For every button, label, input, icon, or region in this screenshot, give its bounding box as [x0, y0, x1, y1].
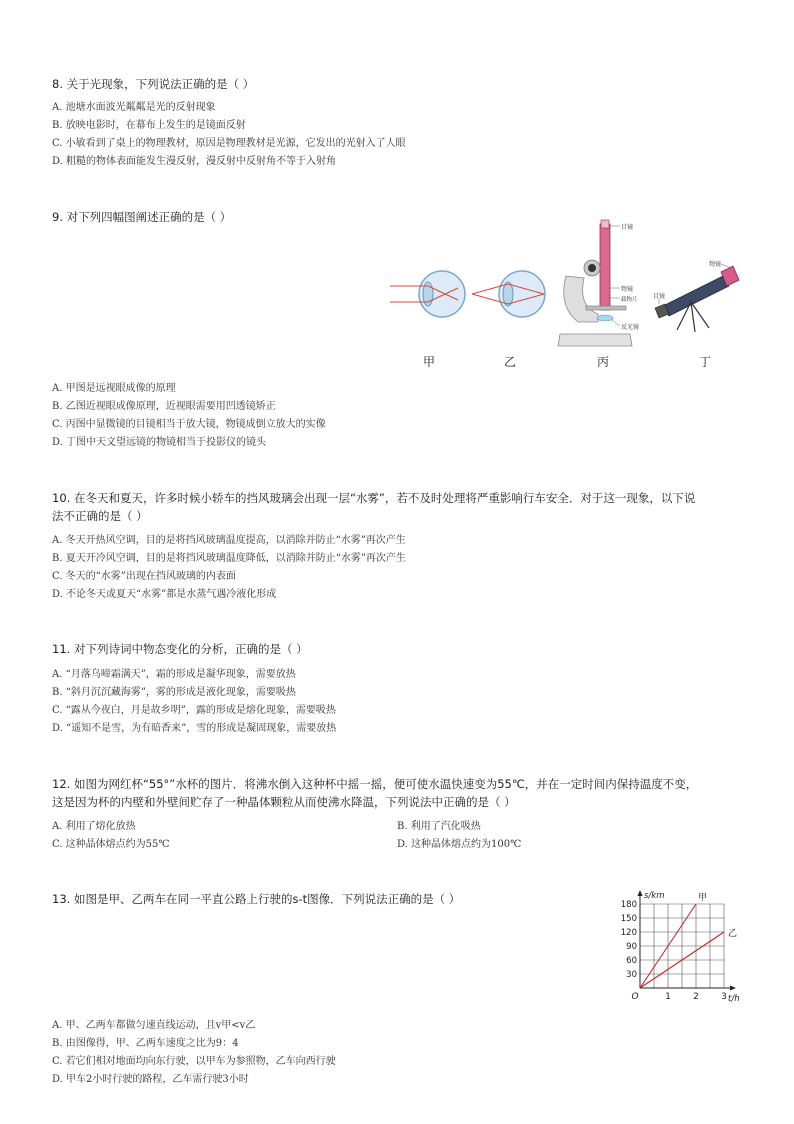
q9-option-c: C. 丙图中显微镜的目镜相当于放大镜，物镜成倒立放大的实像 — [52, 419, 326, 430]
q8-option-c: C. 小敏看到了桌上的物理教材，原因是物理教材是光源，它发出的光射入了人眼 — [52, 138, 406, 149]
q9-option-b: B. 乙图近视眼成像原理，近视眼需要用凹透镜矫正 — [52, 401, 276, 412]
q13-option-c: C. 若它们相对地面均向东行驶，以甲车为参照物，乙车向西行驶 — [52, 1056, 336, 1067]
caption-bing: 丙 — [597, 355, 610, 369]
x-tick-label: 3 — [721, 992, 727, 1002]
y-tick-label: 90 — [626, 942, 637, 952]
y-axis-arrow — [638, 890, 643, 896]
label-tele-eyepiece: 目镜 — [653, 293, 666, 300]
series-label-yi: 乙 — [728, 929, 738, 939]
microscope-diagram — [548, 218, 640, 350]
caption-ding: 丁 — [699, 355, 712, 369]
y-tick-label: 150 — [620, 914, 637, 924]
telescope-diagram — [645, 258, 745, 336]
chart-labels — [621, 891, 740, 1004]
q8-option-b: B. 放映电影时，在幕布上发生的是镜面反射 — [52, 120, 246, 131]
q10-option-b: B. 夏天开冷风空调，目的是将挡风玻璃温度降低，以消除并防止“水雾”再次产生 — [52, 553, 406, 564]
q9-stem: 9. 对下列四幅图阐述正确的是（ ） — [52, 210, 232, 224]
q13-option-b: B. 由图像得，甲、乙两车速度之比为9：4 — [52, 1038, 239, 1049]
y-axis-label: s/km — [644, 891, 665, 901]
label-slide: 载物片 — [621, 297, 638, 303]
q11-option-d: D. “遥知不是雪，为有暗香来”，雪的形成是凝固现象，需要放热 — [52, 723, 337, 734]
q9-option-d: D. 丁图中天文望远镜的物镜相当于投影仪的镜头 — [52, 437, 267, 448]
q12-option-c: C. 这种晶体熔点约为55℃ — [52, 839, 170, 850]
x-tick-label: 1 — [665, 992, 671, 1002]
q9-option-a: A. 甲图是远视眼成像的原理 — [52, 383, 176, 394]
y-tick-label: 30 — [626, 970, 637, 980]
q12-option-b: B. 利用了汽化吸热 — [397, 821, 481, 832]
eye-diagram-yi — [470, 268, 550, 320]
x-tick-label: 2 — [693, 992, 699, 1002]
caption-yi: 乙 — [504, 355, 517, 369]
q8-option-d: D. 粗糙的物体表面能发生漫反射，漫反射中反射角不等于入射角 — [52, 156, 337, 167]
y-tick-label: 60 — [626, 956, 637, 966]
origin-label: O — [631, 992, 639, 1002]
q8-stem: 8. 关于光现象，下列说法正确的是（ ） — [52, 77, 255, 91]
label-mirror: 反光镜 — [621, 324, 640, 331]
x-axis-arrow — [730, 986, 736, 991]
q13-option-d: D. 甲车2小时行驶的路程，乙车需行驶3小时 — [52, 1074, 249, 1085]
q10-stem-line1: 10. 在冬天和夏天，许多时候小轿车的挡风玻璃会出现一层“水雾”，若不及时处理将严重影响行车安全．对于这一现象，以下说 — [52, 491, 696, 505]
q11-option-b: B. “斜月沉沉藏海雾”，雾的形成是液化现象，需要吸热 — [52, 687, 296, 698]
x-axis-label: t/h — [728, 994, 740, 1004]
q11-option-c: C. “露从今夜白，月是故乡明”，露的形成是熔化现象，需要吸热 — [52, 705, 336, 716]
q13-stem: 13. 如图是甲、乙两车在同一平直公路上行驶的s-t图像．下列说法正确的是（ ） — [52, 892, 461, 906]
label-eyepiece: 目镜 — [621, 224, 634, 231]
eye-diagram-jia — [388, 268, 470, 320]
q11-option-a: A. “月落乌啼霜满天”，霜的形成是凝华现象，需要放热 — [52, 669, 296, 680]
q12-option-d: D. 这种晶体熔点约为100℃ — [397, 839, 522, 850]
label-tele-objective: 物镜 — [709, 261, 722, 268]
q12-option-a: A. 利用了熔化放热 — [52, 821, 136, 832]
q12-stem-line2: 这是因为杯的内壁和外壁间贮存了一种晶体颗粒从而使沸水降温，下列说法中正确的是（ ） — [52, 795, 516, 809]
y-tick-label: 120 — [620, 928, 637, 938]
q10-option-a: A. 冬天开热风空调，目的是将挡风玻璃温度提高，以消除并防止“水雾”再次产生 — [52, 535, 406, 546]
q11-stem: 11. 对下列诗词中物态变化的分析，正确的是（ ） — [52, 642, 308, 656]
chart-grid — [640, 904, 724, 988]
q10-stem-line2: 法不正确的是（ ） — [52, 509, 148, 523]
series-label-jia: 甲 — [698, 893, 708, 903]
q12-stem-line1: 12. 如图为网红杯“55°”水杯的图片．将沸水倒入这种杯中摇一摇，便可使水温快速变为55℃，并在一定时间内保持温度不变， — [52, 777, 698, 791]
caption-jia: 甲 — [423, 355, 436, 369]
s-t-chart — [612, 884, 742, 1008]
chart-axes — [638, 890, 737, 991]
y-tick-label: 180 — [620, 900, 637, 910]
q13-option-a: A. 甲、乙两车都做匀速直线运动，且v甲<v乙 — [52, 1020, 256, 1031]
q10-option-d: D. 不论冬天或夏天“水雾”都是水蒸气遇冷液化形成 — [52, 589, 277, 600]
q10-option-c: C. 冬天的“水雾”出现在挡风玻璃的内表面 — [52, 571, 236, 582]
label-objective: 物镜 — [621, 286, 634, 293]
q8-option-a: A. 池塘水面波光粼粼是光的反射现象 — [52, 102, 216, 113]
